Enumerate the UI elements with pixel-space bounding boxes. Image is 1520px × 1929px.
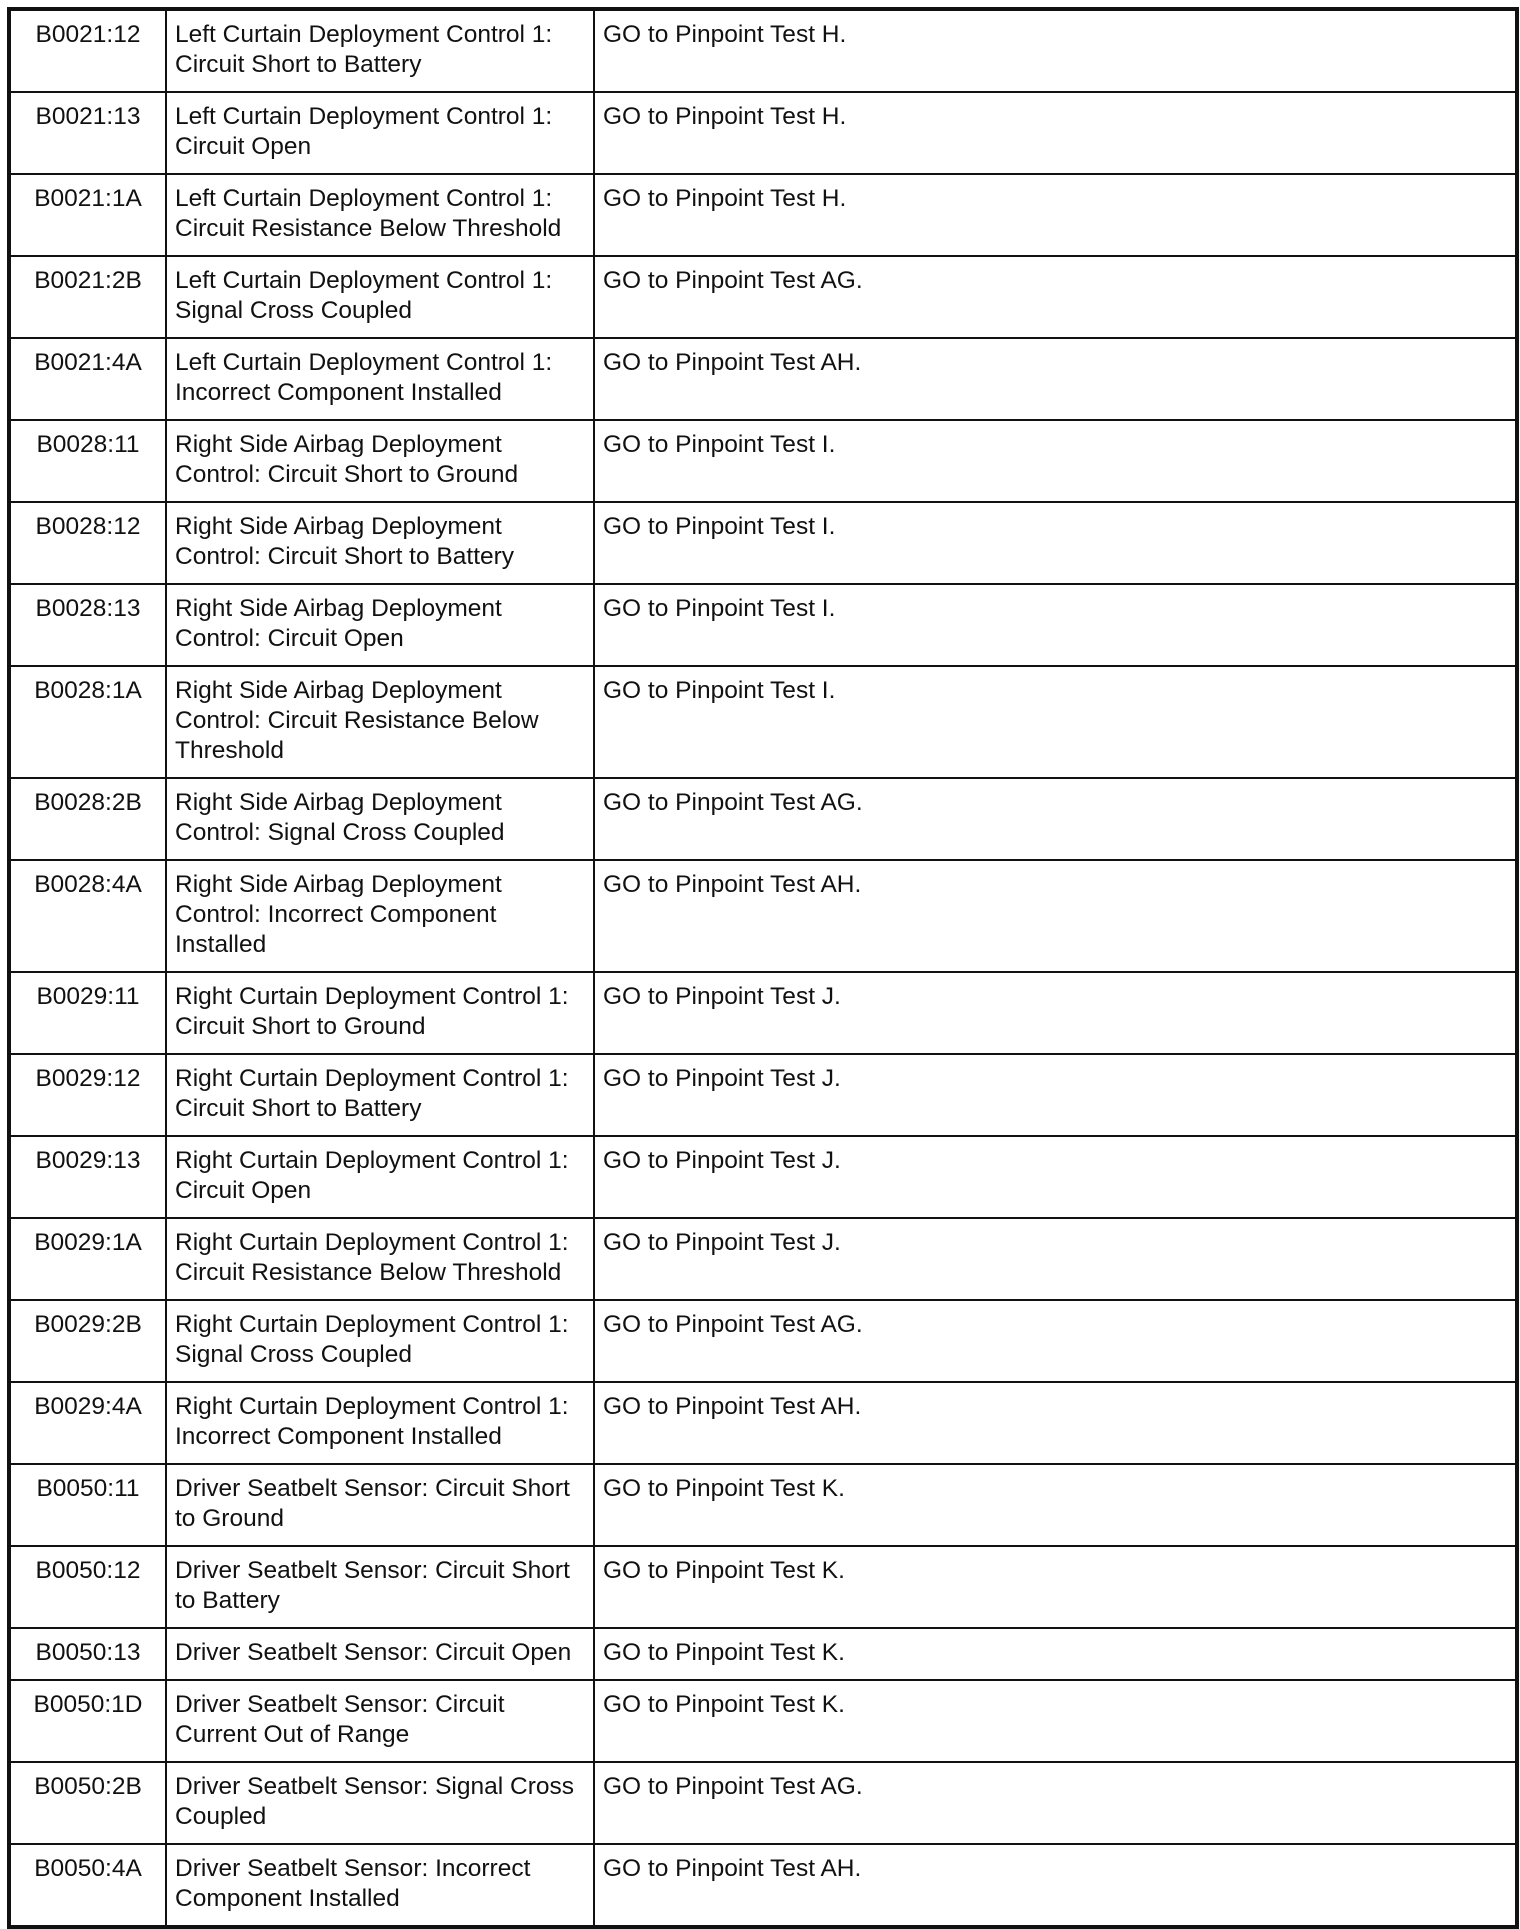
dtc-code-cell: B0050:4A: [9, 1844, 166, 1927]
dtc-description-cell: Right Curtain Deployment Control 1: Signal Cross Coupled: [166, 1300, 594, 1382]
dtc-description-cell: Left Curtain Deployment Control 1: Circuit Resistance Below Threshold: [166, 174, 594, 256]
dtc-code-cell: B0021:13: [9, 92, 166, 174]
dtc-description-cell: Right Side Airbag Deployment Control: Circuit Short to Ground: [166, 420, 594, 502]
dtc-action-cell: GO to Pinpoint Test I.: [594, 502, 1517, 584]
table-row: [9, 1680, 1517, 1762]
dtc-code-cell: B0029:2B: [9, 1300, 166, 1382]
document-page: [7, 7, 1515, 1929]
dtc-description-cell: Driver Seatbelt Sensor: Signal Cross Coupled: [166, 1762, 594, 1844]
dtc-table-body: [9, 9, 1517, 1927]
dtc-code-cell: B0029:11: [9, 972, 166, 1054]
dtc-code-cell: B0028:4A: [9, 860, 166, 972]
dtc-code-cell: B0021:2B: [9, 256, 166, 338]
table-row: [9, 338, 1517, 420]
dtc-description-cell: Left Curtain Deployment Control 1: Circuit Short to Battery: [166, 9, 594, 92]
dtc-action-cell: GO to Pinpoint Test J.: [594, 1218, 1517, 1300]
dtc-code-cell: B0028:13: [9, 584, 166, 666]
dtc-action-cell: GO to Pinpoint Test AH.: [594, 860, 1517, 972]
table-row: [9, 1054, 1517, 1136]
dtc-description-cell: Left Curtain Deployment Control 1: Incorrect Component Installed: [166, 338, 594, 420]
dtc-code-cell: B0028:2B: [9, 778, 166, 860]
dtc-action-cell: GO to Pinpoint Test I.: [594, 420, 1517, 502]
dtc-description-cell: Driver Seatbelt Sensor: Circuit Current Out of Range: [166, 1680, 594, 1762]
dtc-code-cell: B0050:13: [9, 1628, 166, 1680]
dtc-action-cell: GO to Pinpoint Test AH.: [594, 1844, 1517, 1927]
dtc-description-cell: Right Curtain Deployment Control 1: Circuit Open: [166, 1136, 594, 1218]
dtc-code-cell: B0028:1A: [9, 666, 166, 778]
dtc-action-cell: GO to Pinpoint Test AG.: [594, 1300, 1517, 1382]
dtc-action-cell: GO to Pinpoint Test AG.: [594, 778, 1517, 860]
table-row: [9, 666, 1517, 778]
dtc-action-cell: GO to Pinpoint Test K.: [594, 1464, 1517, 1546]
table-row: [9, 1546, 1517, 1628]
dtc-action-cell: GO to Pinpoint Test AG.: [594, 256, 1517, 338]
table-row: [9, 860, 1517, 972]
dtc-description-cell: Right Curtain Deployment Control 1: Circuit Resistance Below Threshold: [166, 1218, 594, 1300]
dtc-description-cell: Right Side Airbag Deployment Control: Circuit Open: [166, 584, 594, 666]
dtc-action-cell: GO to Pinpoint Test J.: [594, 972, 1517, 1054]
dtc-code-cell: B0021:1A: [9, 174, 166, 256]
dtc-code-cell: B0050:1D: [9, 1680, 166, 1762]
dtc-code-cell: B0029:4A: [9, 1382, 166, 1464]
dtc-code-cell: B0029:1A: [9, 1218, 166, 1300]
table-row: [9, 1628, 1517, 1680]
table-row: [9, 584, 1517, 666]
dtc-code-cell: B0029:12: [9, 1054, 166, 1136]
dtc-description-cell: Driver Seatbelt Sensor: Circuit Open: [166, 1628, 594, 1680]
dtc-action-cell: GO to Pinpoint Test I.: [594, 666, 1517, 778]
table-row: [9, 1382, 1517, 1464]
dtc-code-cell: B0050:2B: [9, 1762, 166, 1844]
table-row: [9, 502, 1517, 584]
table-row: [9, 778, 1517, 860]
dtc-action-cell: GO to Pinpoint Test I.: [594, 584, 1517, 666]
dtc-action-cell: GO to Pinpoint Test AH.: [594, 338, 1517, 420]
table-row: [9, 972, 1517, 1054]
dtc-description-cell: Left Curtain Deployment Control 1: Circuit Open: [166, 92, 594, 174]
table-row: [9, 256, 1517, 338]
dtc-action-cell: GO to Pinpoint Test H.: [594, 92, 1517, 174]
dtc-action-cell: GO to Pinpoint Test J.: [594, 1054, 1517, 1136]
dtc-code-cell: B0021:4A: [9, 338, 166, 420]
dtc-code-cell: B0029:13: [9, 1136, 166, 1218]
table-row: [9, 420, 1517, 502]
dtc-description-cell: Driver Seatbelt Sensor: Circuit Short to Ground: [166, 1464, 594, 1546]
dtc-code-cell: B0021:12: [9, 9, 166, 92]
dtc-table: [7, 7, 1519, 1929]
table-row: [9, 1464, 1517, 1546]
table-row: [9, 1218, 1517, 1300]
dtc-action-cell: GO to Pinpoint Test H.: [594, 9, 1517, 92]
dtc-code-cell: B0028:11: [9, 420, 166, 502]
dtc-description-cell: Right Curtain Deployment Control 1: Circuit Short to Ground: [166, 972, 594, 1054]
dtc-description-cell: Right Side Airbag Deployment Control: Circuit Resistance Below Threshold: [166, 666, 594, 778]
dtc-description-cell: Driver Seatbelt Sensor: Circuit Short to Battery: [166, 1546, 594, 1628]
dtc-action-cell: GO to Pinpoint Test J.: [594, 1136, 1517, 1218]
dtc-description-cell: Right Side Airbag Deployment Control: Circuit Short to Battery: [166, 502, 594, 584]
dtc-code-cell: B0050:11: [9, 1464, 166, 1546]
dtc-description-cell: Driver Seatbelt Sensor: Incorrect Component Installed: [166, 1844, 594, 1927]
dtc-action-cell: GO to Pinpoint Test K.: [594, 1546, 1517, 1628]
dtc-description-cell: Left Curtain Deployment Control 1: Signal Cross Coupled: [166, 256, 594, 338]
table-row: [9, 1300, 1517, 1382]
table-row: [9, 1136, 1517, 1218]
dtc-action-cell: GO to Pinpoint Test K.: [594, 1628, 1517, 1680]
dtc-action-cell: GO to Pinpoint Test AG.: [594, 1762, 1517, 1844]
dtc-description-cell: Right Curtain Deployment Control 1: Incorrect Component Installed: [166, 1382, 594, 1464]
table-row: [9, 92, 1517, 174]
dtc-description-cell: Right Curtain Deployment Control 1: Circuit Short to Battery: [166, 1054, 594, 1136]
table-row: [9, 174, 1517, 256]
table-row: [9, 1844, 1517, 1927]
dtc-action-cell: GO to Pinpoint Test H.: [594, 174, 1517, 256]
dtc-action-cell: GO to Pinpoint Test AH.: [594, 1382, 1517, 1464]
dtc-code-cell: B0050:12: [9, 1546, 166, 1628]
table-row: [9, 9, 1517, 92]
dtc-code-cell: B0028:12: [9, 502, 166, 584]
dtc-action-cell: GO to Pinpoint Test K.: [594, 1680, 1517, 1762]
dtc-description-cell: Right Side Airbag Deployment Control: Signal Cross Coupled: [166, 778, 594, 860]
dtc-description-cell: Right Side Airbag Deployment Control: Incorrect Component Installed: [166, 860, 594, 972]
table-row: [9, 1762, 1517, 1844]
